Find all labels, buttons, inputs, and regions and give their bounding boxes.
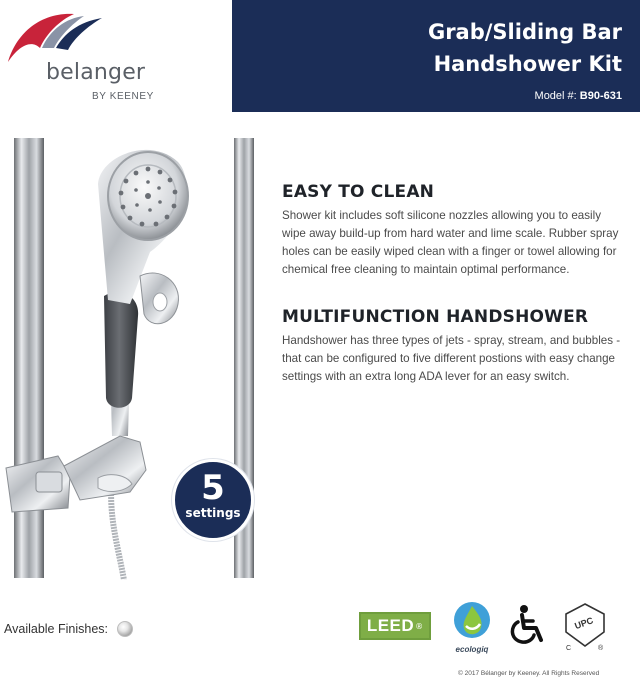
settings-label: settings [185,506,241,520]
finishes-label: Available Finishes: [4,622,108,636]
available-finishes [4,620,133,638]
brand-logo-mark-icon [2,4,112,66]
svg-text:UPC: UPC [573,615,595,632]
registered-mark: ® [415,621,424,631]
settings-count: 5 [201,468,225,508]
ecologiq-logo [448,600,496,656]
product-title [428,16,622,80]
upc-cert-icon [562,602,608,652]
product-title-line2: Handshower Kit [433,52,622,76]
ecologiq-drop-icon [452,600,492,640]
feature-body: Handshower has three types of jets - spray, stream, and bubbles - that can be configured to five different postions with easy change settings with an extra long ADA lever for an easy switch. [282,334,621,383]
product-title-line1: Grab/Sliding Bar [427,20,622,44]
wheelchair-icon [508,604,546,646]
model-number [535,90,622,102]
brand-logo [0,0,200,112]
brand-name: belanger [46,60,146,85]
feature-multifunction [282,306,622,386]
feature-easy-to-clean [282,181,622,279]
feature-title: EASY TO CLEAN [282,182,435,202]
leed-logo [359,612,431,640]
title-banner [232,0,640,112]
copyright-text: © 2017 Bélanger by Keeney. All Rights Reserved [458,670,600,677]
svg-text:C: C [566,645,572,652]
finish-swatch-chrome[interactable] [117,621,133,637]
svg-text:®: ® [598,645,604,652]
model-label: Model #: [534,90,577,102]
model-value: B90-631 [579,90,622,102]
feature-title: MULTIFUNCTION HANDSHOWER [282,307,589,327]
feature-body: Shower kit includes soft silicone nozzles allowing you to easily wipe away build-up from hard water and lime scale. Rubber spray holes can be easily wiped clean with a finger or towel allowing for chemical free cleaning to maintain optimal performance. [282,209,619,276]
settings-badge [172,459,254,541]
brand-byline: BY KEENEY [92,91,154,102]
leed-text: LEED [366,616,415,635]
ecologiq-text: ecologiq [455,645,489,654]
